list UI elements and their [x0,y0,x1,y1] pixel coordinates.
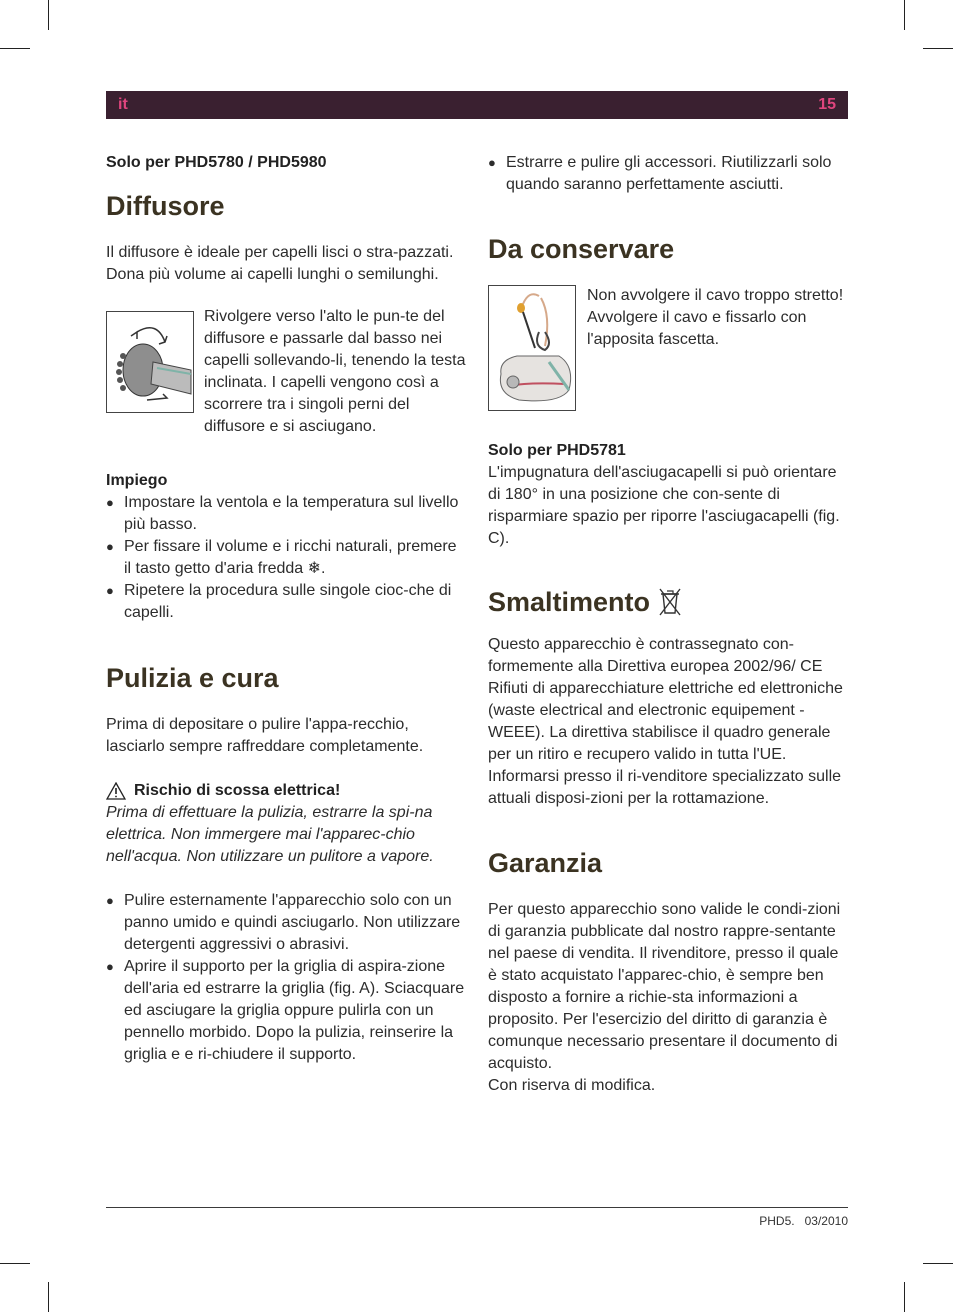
crop-mark [904,1282,905,1312]
list-item: ● Pulire esternamente l'apparecchio solo con un panno umido e quindi asciugarlo. Non utilizzare detergenti aggressivi o abrasivi. [106,890,466,956]
right-column [488,152,848,1097]
conservare-figure-block [488,285,848,411]
diffusore-figure-block [106,306,466,438]
phd5781-title: Solo per PHD5781 [488,442,626,459]
list-item: ● Estrarre e pulire gli accessori. Riutilizzarli solo quando saranno perfettamente asciutti. [488,152,848,196]
list-item: ● Per fissare il volume e i ricchi naturali, premere il tasto getto d'aria fredda ❄. [106,536,466,580]
crop-mark [923,48,953,49]
footer-date: 03/2010 [804,1214,848,1228]
crop-mark [0,48,30,49]
hairdryer-cord-illustration-icon [489,286,575,410]
page-number: 15 [818,96,836,113]
crossed-bin-icon [658,587,682,617]
conservare-text-2: Avvolgere il cavo e fissarlo con l'apposita fascetta. [587,309,807,348]
impiego-list [106,492,466,624]
diffusore-figure-text: Rivolgere verso l'alto le pun-te del diffusore e passarle dal basso nei capelli sollevando-li, tenendo la testa inclinata. I capelli vengono così a scorrere tra i singoli perni del diffusore e si asciugano. [204,308,466,435]
crop-mark [48,0,49,30]
list-item: ● Aprire il supporto per la griglia di aspira-zione dell'aria ed estrarre la griglia (fig. A). Sciacquare ed asciugare la griglia oppure pulirla con un pennello morbido. Dopo la pulizia, reinserire la griglia e e ri-chiudere il supporto. [106,956,466,1066]
smaltimento-heading [488,586,848,618]
list-item: ● Impostare la ventola e la temperatura sul livello più basso. [106,492,466,536]
smaltimento-title: Smaltimento [488,587,651,617]
conservare-text-1: Non avvolgere il cavo troppo stretto! [587,287,844,304]
conservare-texts [587,285,848,411]
pulizia-intro: Prima di depositare o pulire l'appa-recchio, lasciarlo sempre raffreddare completamente. [106,716,424,755]
garanzia-text: Per questo apparecchio sono valide le condi-zioni di garanzia pubblicate dal nostro rappre-sentante nel paese di vendita. Il rivenditore, presso il quale è stato acquistato l'apparec-chio, è sempre ben disposto a fornire a richie-sta informazioni a proposito. Per l'esercizio del diritto di garanzia è comunque necessario presentare il documento di acquisto. [488,901,841,1072]
diffusore-intro: Il diffusore è ideale per capelli lisci o stra-pazzati. Dona più volume ai capelli lunghi o semilunghi. [106,244,454,283]
language-code: it [118,96,128,113]
footer-divider [106,1207,848,1208]
diffuser-illustration-icon [107,312,193,412]
warning-text: Prima di effettuare la pulizia, estrarre la spi-na elettrica. Non immergere mai l'apparec-chio nell'acqua. Non utilizzare un pulitore a vapore. [106,804,434,865]
garanzia-note: Con riserva di modifica. [488,1077,656,1094]
smaltimento-text: Questo apparecchio è contrassegnato con-formemente alla Direttiva europea 2002/96/ CE Rifiuti di apparecchiature elettriche ed elettroniche (waste electrical and electronic equipement -WEEE). La direttiva stabilisce il quadro generale per un ritiro e recupero valido in tutta l'UE. Informarsi presso il ri-venditore specializzato sulle attuali disposi-zioni per la rottamazione. [488,636,843,807]
pulizia-list [106,890,466,1066]
crop-mark [0,1263,30,1264]
footer-model: PHD5. [759,1214,795,1228]
left-column [106,152,466,1066]
pulizia-title: Pulizia e cura [106,663,279,693]
diffusore-models: Solo per PHD5780 / PHD5980 [106,154,327,171]
footer [759,1214,848,1228]
crop-mark [923,1263,953,1264]
storage-figure [488,285,576,411]
warning-triangle-icon [106,782,126,800]
warning-heading [106,780,466,802]
conservare-title: Da conservare [488,234,675,264]
crop-mark [904,0,905,30]
phd5781-text: L'impugnatura dell'asciugacapelli si può orientare di 180° in una posizione che con-sente di risparmiare spazio per riporre l'asciugacapelli (fig. C). [488,464,840,547]
diffuser-figure [106,311,194,413]
list-item: ● Ripetere la procedura sulle singole cioc-che di capelli. [106,580,466,624]
accessori-list [488,152,848,196]
page-header-bar [106,91,848,119]
warning-title: Rischio di scossa elettrica! [134,782,341,799]
crop-mark [48,1282,49,1312]
garanzia-title: Garanzia [488,848,603,878]
impiego-title: Impiego [106,472,168,489]
diffusore-title: Diffusore [106,191,225,221]
